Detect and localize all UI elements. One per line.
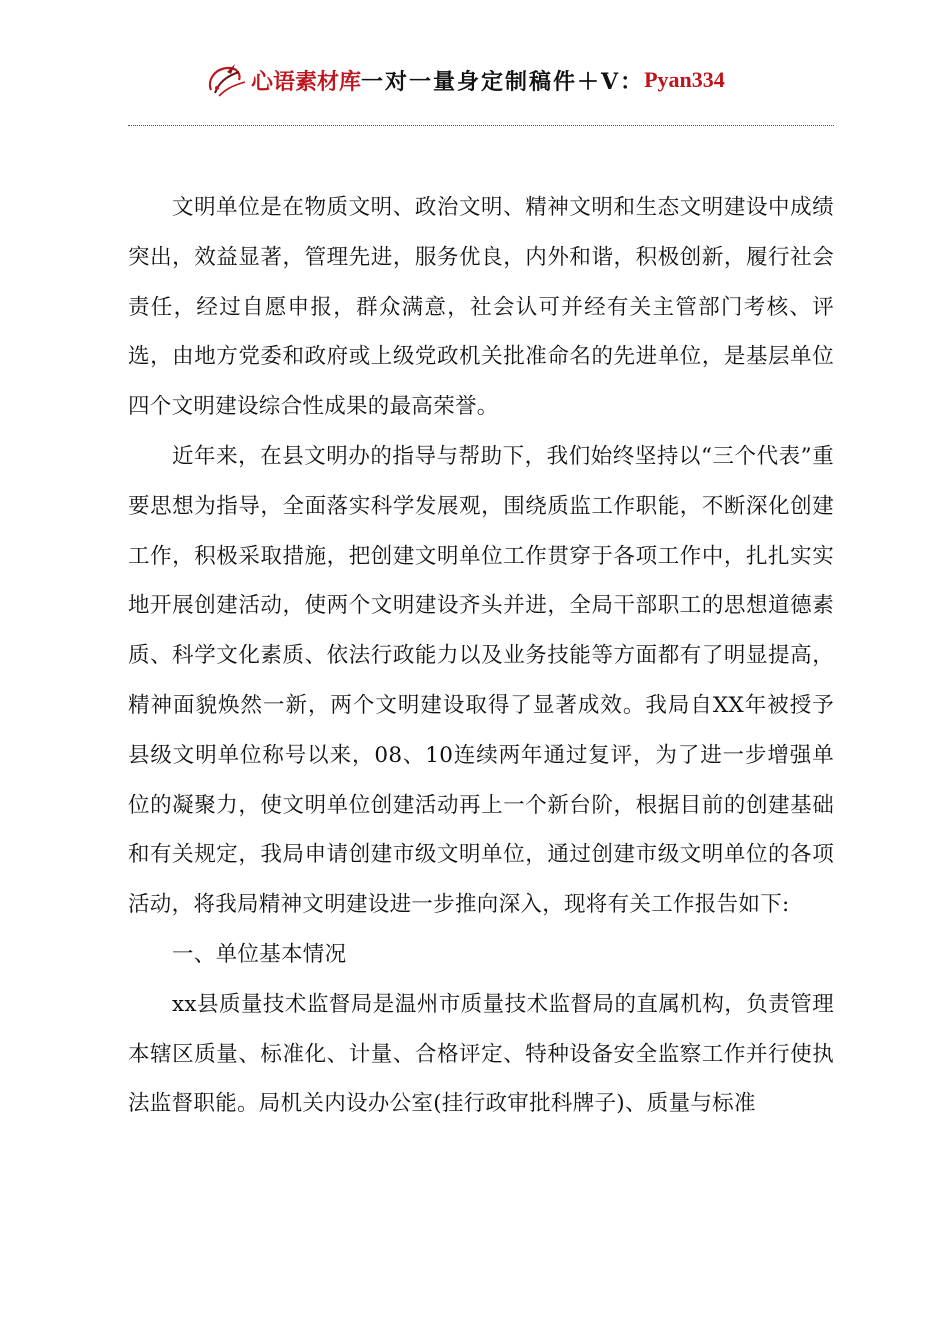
page-header (205, 60, 725, 100)
document-body (128, 183, 834, 1129)
paragraph-background: 近年来，在县文明办的指导与帮助下，我们始终坚持以“三个代表”重要思想为指导，全面落实科学发展观，围绕质监工作职能，不断深化创建工作，积极采取措施，把创建文明单位工作贯穿于各项工作中，扎扎实实地开展创建活动，使两个文明建设齐头并进，全局干部职工的思想道德素质、科学文化素质、依法行政能力以及业务技能等方面都有了明显提高，精神面貌焕然一新，两个文明建设取得了显著成效。我局自XX年被授予县级文明单位称号以来，08、10连续两年通过复评，为了进一步增强单位的凝聚力，使文明单位创建活动再上一个新台阶，根据目前的创建基础和有关规定，我局申请创建市级文明单位，通过创建市级文明单位的各项活动，将我局精神文明建设进一步推向深入，现将有关工作报告如下: (128, 443, 834, 918)
header-contact-id: Pyan334 (644, 67, 725, 92)
section-heading-basic-info: 一、单位基本情况 (172, 941, 347, 967)
feather-swirl-logo-icon (205, 60, 249, 100)
header-divider (128, 125, 834, 126)
header-slogan: 一对一量身定制稿件＋V： (361, 68, 645, 95)
brand-name: 心语素材库 (251, 68, 362, 95)
paragraph-intro: 文明单位是在物质文明、政治文明、精神文明和生态文明建设中成绩突出，效益显著，管理先进，服务优良，内外和谐，积极创新，履行社会责任，经过自愿申报，群众满意，社会认可并经有关主管部门考核、评选，由地方党委和政府或上级党政机关批准命名的先进单位，是基层单位四个文明建设综合性成果的最高荣誉。 (128, 195, 834, 420)
paragraph-basic-info: xx县质量技术监督局是温州市质量技术监督局的直属机构，负责管理本辖区质量、标准化、计量、合格评定、特种设备安全监察工作并行使执法监督职能。局机关内设办公室(挂行政审批科牌子)、质量与标准 (128, 991, 834, 1117)
